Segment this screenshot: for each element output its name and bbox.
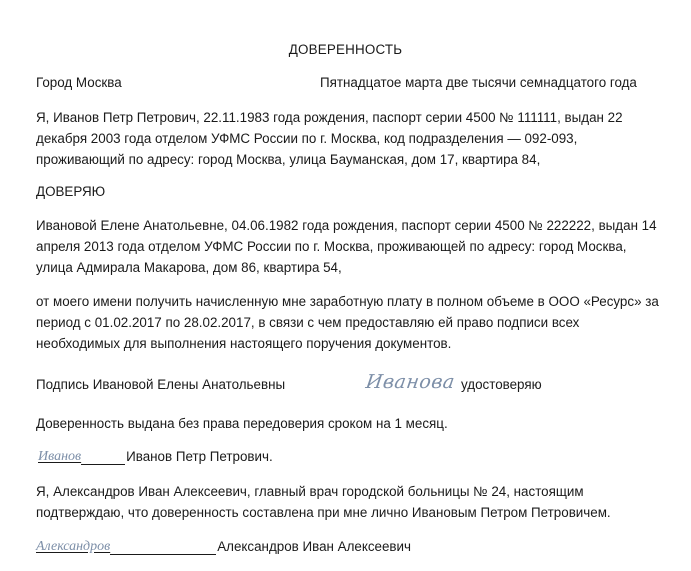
agent-handwritten-signature: Иванова <box>364 371 457 393</box>
certify-word: удостоверяю <box>461 377 542 392</box>
principal-line-3: проживающий по адресу: город Москва, улица Бауманская, дом 17, квартира 84, <box>36 152 541 167</box>
principal-line-2: декабря 2003 года отделом УФМС России по г. Москва, код подразделения — 092-093, <box>36 131 578 146</box>
document-title: ДОВЕРЕННОСТЬ <box>288 42 403 57</box>
validity-line: Доверенность выдана без права передоверия сроком на 1 месяц. <box>36 416 448 431</box>
purpose-line-3: необходимых для выполнения настоящего поручения документов. <box>36 336 452 351</box>
witness-name: Александров Иван Алексеевич <box>217 539 411 554</box>
principal-name: Иванов Петр Петрович. <box>126 449 273 464</box>
city-line: Город Москва <box>36 75 122 90</box>
agent-line-1: Ивановой Елене Анатольевне, 04.06.1982 года рождения, паспорт серии 4500 № 222222, выдан 14 <box>36 218 657 233</box>
witness-line-2: подтверждаю, что доверенность составлена при мне лично Ивановым Петром Петровичем. <box>36 505 611 520</box>
trust-word: ДОВЕРЯЮ <box>36 184 106 199</box>
signature-underline <box>81 451 125 465</box>
principal-handwritten-signature: Иванов <box>38 449 82 464</box>
signature-underline <box>110 541 216 555</box>
witness-handwritten-signature: Александров <box>36 539 111 554</box>
principal-line-1: Я, Иванов Петр Петрович, 22.11.1983 года рождения, паспорт серии 4500 № 111111, выдан 22 <box>36 110 623 125</box>
agent-signature-label: Подпись Ивановой Елены Анатольевны <box>36 377 286 392</box>
witness-signature-line <box>36 539 411 555</box>
date-line: Пятнадцатое марта две тысячи семнадцатого года <box>320 75 637 90</box>
agent-line-2: апреля 2013 года отделом УФМС России по г. Москва, проживающей по адресу: город Москва, <box>36 239 627 254</box>
witness-line-1: Я, Александров Иван Алексеевич, главный врач городской больницы № 24, настоящим <box>36 484 584 499</box>
purpose-line-1: от моего имени получить начисленную мне заработную плату в полном объеме в ООО «Ресурс» за <box>36 294 659 309</box>
purpose-line-2: период с 01.02.2017 по 28.02.2017, в связи с чем предоставляю ей право подписи всех <box>36 315 580 330</box>
principal-signature-line <box>36 449 273 465</box>
agent-line-3: улица Адмирала Макарова, дом 86, квартира 54, <box>36 260 342 275</box>
